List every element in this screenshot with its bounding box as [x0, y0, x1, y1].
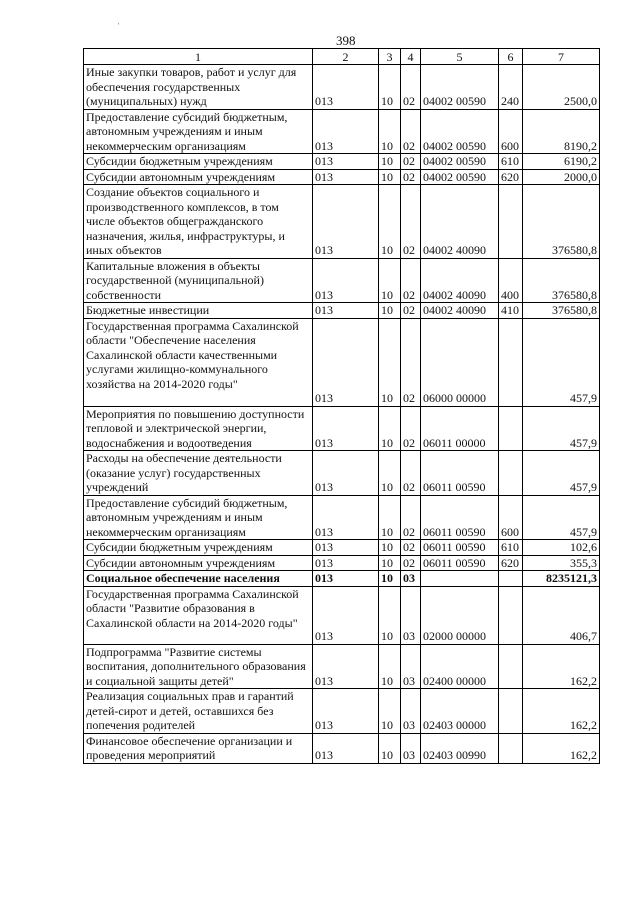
row-expense-type — [499, 451, 523, 496]
row-section: 10 — [379, 406, 401, 451]
row-target-article: 04002 00590 — [421, 65, 499, 110]
table-row — [84, 154, 600, 170]
row-amount: 162,2 — [523, 733, 600, 763]
row-subsection: 02 — [401, 169, 421, 185]
row-admin-code: 013 — [313, 644, 379, 689]
row-target-article: 02403 00000 — [421, 689, 499, 734]
row-target-article — [421, 571, 499, 587]
scan-speck: ˌ — [117, 14, 121, 25]
row-amount: 8235121,3 — [523, 571, 600, 587]
table-row — [84, 185, 600, 259]
row-section: 10 — [379, 571, 401, 587]
row-target-article: 06011 00590 — [421, 540, 499, 556]
row-section: 10 — [379, 540, 401, 556]
row-expense-type: 620 — [499, 169, 523, 185]
row-section: 10 — [379, 451, 401, 496]
table-row — [84, 303, 600, 319]
header-row — [84, 49, 600, 65]
row-amount: 457,9 — [523, 318, 600, 406]
row-admin-code: 013 — [313, 185, 379, 259]
row-expense-type — [499, 406, 523, 451]
row-amount: 2500,0 — [523, 65, 600, 110]
row-section: 10 — [379, 318, 401, 406]
row-target-article: 06011 00590 — [421, 495, 499, 540]
row-admin-code: 013 — [313, 495, 379, 540]
row-amount: 376580,8 — [523, 258, 600, 303]
row-target-article: 04002 40090 — [421, 258, 499, 303]
row-admin-code: 013 — [313, 169, 379, 185]
row-admin-code: 013 — [313, 303, 379, 319]
row-amount: 162,2 — [523, 644, 600, 689]
row-target-article: 06000 00000 — [421, 318, 499, 406]
row-expense-type: 240 — [499, 65, 523, 110]
column-header-2: 2 — [313, 49, 379, 65]
row-amount: 376580,8 — [523, 185, 600, 259]
column-header-6: 6 — [499, 49, 523, 65]
row-admin-code: 013 — [313, 318, 379, 406]
column-header-1: 1 — [84, 49, 313, 65]
column-header-5: 5 — [421, 49, 499, 65]
row-expense-type: 400 — [499, 258, 523, 303]
row-expense-type: 410 — [499, 303, 523, 319]
table-body — [84, 65, 600, 764]
row-description: Финансовое обеспечение организации и проведения мероприятий — [84, 733, 313, 763]
row-target-article: 04002 00590 — [421, 169, 499, 185]
row-amount: 8190,2 — [523, 109, 600, 154]
row-description: Государственная программа Сахалинской области "Развитие образования в Сахалинской области на 2014-2020 годы" — [84, 586, 313, 644]
row-section: 10 — [379, 555, 401, 571]
table-row — [84, 689, 600, 734]
row-description: Иные закупки товаров, работ и услуг для обеспечения государственных (муниципальных) нужд — [84, 65, 313, 110]
row-expense-type: 610 — [499, 154, 523, 170]
row-admin-code: 013 — [313, 689, 379, 734]
row-admin-code: 013 — [313, 586, 379, 644]
row-amount: 162,2 — [523, 689, 600, 734]
row-expense-type — [499, 644, 523, 689]
row-admin-code: 013 — [313, 540, 379, 556]
row-admin-code: 013 — [313, 555, 379, 571]
table-row — [84, 318, 600, 406]
table-row — [84, 451, 600, 496]
table-row — [84, 571, 600, 587]
row-description: Расходы на обеспечение деятельности (оказание услуг) государственных учреждений — [84, 451, 313, 496]
table-row — [84, 258, 600, 303]
row-expense-type — [499, 185, 523, 259]
row-section: 10 — [379, 65, 401, 110]
row-amount: 457,9 — [523, 495, 600, 540]
row-amount: 102,6 — [523, 540, 600, 556]
row-admin-code: 013 — [313, 154, 379, 170]
row-target-article: 04002 40090 — [421, 303, 499, 319]
row-subsection: 02 — [401, 495, 421, 540]
row-section: 10 — [379, 185, 401, 259]
row-section: 10 — [379, 169, 401, 185]
table-row — [84, 109, 600, 154]
row-subsection: 02 — [401, 109, 421, 154]
row-amount: 2000,0 — [523, 169, 600, 185]
row-section: 10 — [379, 689, 401, 734]
row-description: Создание объектов социального и производственного комплексов, в том числе объектов общегражданского назначения, жилья, инфраструктуры, и иных объектов — [84, 185, 313, 259]
row-description: Субсидии бюджетным учреждениям — [84, 540, 313, 556]
row-expense-type: 600 — [499, 495, 523, 540]
row-section: 10 — [379, 495, 401, 540]
row-expense-type — [499, 733, 523, 763]
table-row — [84, 555, 600, 571]
row-section: 10 — [379, 303, 401, 319]
row-target-article: 02400 00000 — [421, 644, 499, 689]
row-subsection: 02 — [401, 154, 421, 170]
row-subsection: 03 — [401, 733, 421, 763]
row-subsection: 02 — [401, 303, 421, 319]
row-subsection: 03 — [401, 586, 421, 644]
row-description: Мероприятия по повышению доступности тепловой и электрической энергии, водоснабжения и водоотведения — [84, 406, 313, 451]
row-admin-code: 013 — [313, 733, 379, 763]
row-target-article: 06011 00590 — [421, 555, 499, 571]
row-target-article: 02403 00990 — [421, 733, 499, 763]
row-amount: 376580,8 — [523, 303, 600, 319]
column-header-4: 4 — [401, 49, 421, 65]
row-target-article: 06011 00590 — [421, 451, 499, 496]
row-target-article: 04002 00590 — [421, 154, 499, 170]
row-description: Социальное обеспечение населения — [84, 571, 313, 587]
row-subsection: 02 — [401, 406, 421, 451]
row-target-article: 04002 40090 — [421, 185, 499, 259]
row-subsection: 02 — [401, 451, 421, 496]
row-amount: 355,3 — [523, 555, 600, 571]
row-subsection: 02 — [401, 318, 421, 406]
row-subsection: 03 — [401, 571, 421, 587]
row-amount: 6190,2 — [523, 154, 600, 170]
row-amount: 457,9 — [523, 406, 600, 451]
row-target-article: 06011 00000 — [421, 406, 499, 451]
row-description: Капитальные вложения в объекты государственной (муниципальной) собственности — [84, 258, 313, 303]
table-row — [84, 540, 600, 556]
row-expense-type — [499, 689, 523, 734]
row-admin-code: 013 — [313, 109, 379, 154]
table-row — [84, 495, 600, 540]
row-section: 10 — [379, 644, 401, 689]
row-description: Реализация социальных прав и гарантий детей-сирот и детей, оставшихся без попечения родителей — [84, 689, 313, 734]
row-target-article: 02000 00000 — [421, 586, 499, 644]
row-description: Субсидии автономным учреждениям — [84, 169, 313, 185]
row-description: Предоставление субсидий бюджетным, автономным учреждениям и иным некоммерческим организациям — [84, 495, 313, 540]
row-admin-code: 013 — [313, 571, 379, 587]
row-subsection: 02 — [401, 185, 421, 259]
row-expense-type — [499, 586, 523, 644]
row-description: Субсидии автономным учреждениям — [84, 555, 313, 571]
row-subsection: 02 — [401, 555, 421, 571]
table-row — [84, 586, 600, 644]
column-header-3: 3 — [379, 49, 401, 65]
row-admin-code: 013 — [313, 65, 379, 110]
row-subsection: 03 — [401, 689, 421, 734]
budget-table — [83, 48, 600, 764]
row-section: 10 — [379, 109, 401, 154]
row-description: Предоставление субсидий бюджетным, автономным учреждениям и иным некоммерческим организациям — [84, 109, 313, 154]
row-section: 10 — [379, 586, 401, 644]
column-header-7: 7 — [523, 49, 600, 65]
row-amount: 457,9 — [523, 451, 600, 496]
row-section: 10 — [379, 258, 401, 303]
row-section: 10 — [379, 154, 401, 170]
row-expense-type — [499, 318, 523, 406]
row-section: 10 — [379, 733, 401, 763]
row-amount: 406,7 — [523, 586, 600, 644]
row-admin-code: 013 — [313, 451, 379, 496]
table-row — [84, 169, 600, 185]
row-expense-type — [499, 571, 523, 587]
row-expense-type: 620 — [499, 555, 523, 571]
row-subsection: 02 — [401, 65, 421, 110]
table-row — [84, 733, 600, 763]
row-description: Подпрограмма "Развитие системы воспитания, дополнительного образования и социальной защиты детей" — [84, 644, 313, 689]
row-expense-type: 610 — [499, 540, 523, 556]
page-number: 398 — [336, 33, 356, 48]
row-description: Государственная программа Сахалинской области "Обеспечение населения Сахалинской области качественными услугами жилищно-коммунального хозяйства на 2014-2020 годы" — [84, 318, 313, 406]
row-subsection: 02 — [401, 540, 421, 556]
table-row — [84, 406, 600, 451]
row-description: Субсидии бюджетным учреждениям — [84, 154, 313, 170]
row-subsection: 02 — [401, 258, 421, 303]
row-admin-code: 013 — [313, 406, 379, 451]
row-description: Бюджетные инвестиции — [84, 303, 313, 319]
row-admin-code: 013 — [313, 258, 379, 303]
table-row — [84, 644, 600, 689]
table-row — [84, 65, 600, 110]
row-expense-type: 600 — [499, 109, 523, 154]
row-target-article: 04002 00590 — [421, 109, 499, 154]
row-subsection: 03 — [401, 644, 421, 689]
